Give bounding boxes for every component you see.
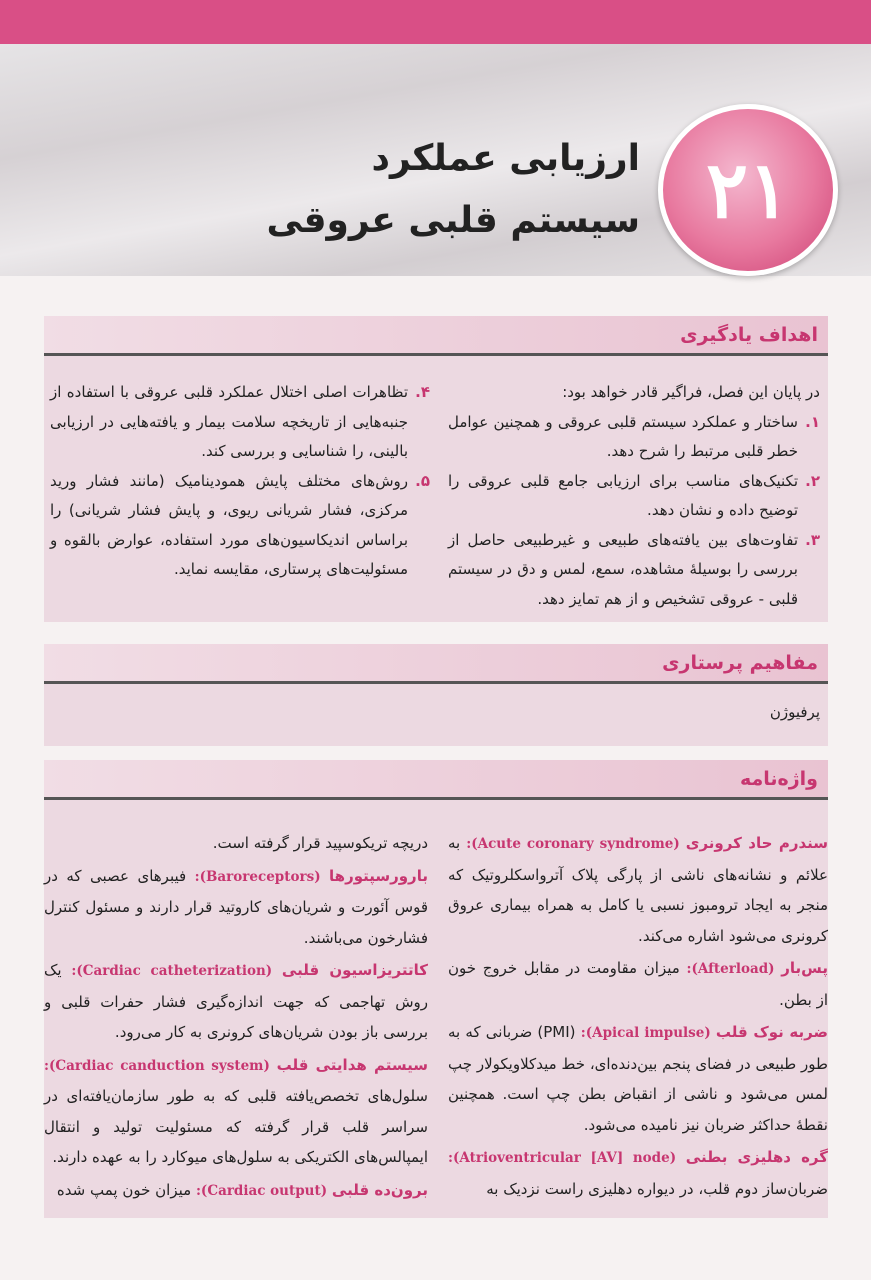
objective-number: ۳. bbox=[805, 530, 820, 549]
concepts-heading-bar bbox=[44, 644, 828, 684]
glossary-term: بارورسپتورها bbox=[329, 866, 428, 885]
chapter-title bbox=[266, 128, 640, 252]
glossary-term: کاتتریزاسیون قلبی bbox=[281, 961, 428, 979]
glossary-entry bbox=[44, 861, 428, 954]
objective-number: ۲. bbox=[805, 471, 820, 490]
glossary-term: سندرم حاد کرونری bbox=[685, 834, 828, 852]
glossary-definition: یک روش تهاجمی که جهت اندازه‌گیری فشار حفرات قلبی و بررسی باز بودن شریان‌های کرونری به کار می‌رود. bbox=[44, 961, 428, 1041]
glossary-left-column bbox=[44, 828, 428, 1208]
glossary-definition: میزان خون پمپ شده bbox=[56, 1180, 192, 1199]
objective-text: تکنیک‌های مناسب برای ارزیابی جامع قلبی عروقی را توضیح داده و نشان دهد. bbox=[448, 471, 798, 519]
glossary-term-english: (Baroreceptors): bbox=[194, 868, 321, 885]
objectives-panel bbox=[44, 356, 828, 622]
glossary-heading: واژه‌نامه bbox=[739, 767, 818, 790]
objectives-heading: اهداف یادگیری bbox=[680, 323, 818, 346]
chapter-title-line2: سیستم قلبی عروقی bbox=[266, 200, 640, 241]
objectives-right-column bbox=[448, 378, 820, 614]
glossary-definition: دریچه تریکوسپید قرار گرفته است. bbox=[212, 834, 428, 852]
glossary-entry bbox=[448, 828, 828, 951]
glossary-term-english: (Atrioventricular [AV] node): bbox=[448, 1150, 677, 1166]
objective-text: تظاهرات اصلی اختلال عملکرد قلبی عروقی با استفاده از جنبه‌هایی از تاریخچه سلامت بیمار و یافته‌هایی در ارزیابی بالینی، را شناسایی و بررسی کند. bbox=[50, 383, 408, 460]
glossary-definition: فیبرهای عصبی که در قوس آئورت و شریان‌های کاروتید قرار دارند و مسئول کنترل فشارخون می‌باشند. bbox=[44, 866, 428, 947]
glossary-definition: (PMI) ضربانی که به طور طبیعی در فضای پنجم بین‌دنده‌ای، خط میدکلاویکولار چپ لمس می‌شود و ناشی از انقباض بطن چپ است. همچنین نقطهٔ حداکثر ضربان نیز نامیده می‌شود. bbox=[448, 1023, 828, 1134]
concepts-list bbox=[448, 698, 820, 728]
glossary-term: برون‌ده قلبی bbox=[331, 1180, 428, 1199]
glossary-term-english: (Cardiac output): bbox=[195, 1182, 328, 1199]
glossary-term: پس‌بار bbox=[781, 959, 828, 977]
objective-item bbox=[50, 378, 430, 467]
glossary-entry bbox=[44, 955, 428, 1048]
chapter-number: ۲۱ bbox=[706, 144, 790, 236]
concepts-panel bbox=[44, 684, 828, 746]
objective-number: ۱. bbox=[805, 412, 820, 431]
objective-text: تفاوت‌های بین یافته‌های طبیعی و غیرطبیعی حاصل از بررسی را بوسیلهٔ مشاهده، سمع، لمس و دق در سیستم قلبی - عروقی تشخیص و از هم تمایز دهد. bbox=[448, 530, 798, 608]
objective-item bbox=[448, 408, 820, 467]
glossary-term: ضربه نوک قلب bbox=[715, 1023, 828, 1041]
glossary-definition: سلول‌های تخصص‌یافته قلبی که به طور سازمان‌یافته‌ای در سراسر قلب قرار گرفته که مسئولیت تولید و انتقال ایمپالس‌های الکتریکی به سلول‌های میوکارد را به عهده دارند. bbox=[44, 1087, 428, 1166]
glossary-heading-bar bbox=[44, 760, 828, 800]
objective-text: ساختار و عملکرد سیستم قلبی عروقی و همچنین عوامل خطر قلبی مرتبط را شرح دهد. bbox=[448, 412, 798, 460]
concepts-heading: مفاهیم پرستاری bbox=[662, 651, 818, 674]
glossary-entry bbox=[44, 1175, 428, 1207]
concept-item: پرفیوژن bbox=[769, 703, 820, 721]
glossary-term-english: (Acute coronary syndrome): bbox=[466, 836, 680, 852]
glossary-entry bbox=[44, 1050, 428, 1173]
glossary-term-english: (Apical impulse): bbox=[580, 1025, 711, 1041]
chapter-title-line1: ارزیابی عملکرد bbox=[371, 138, 640, 179]
glossary-term-english: (Afterload): bbox=[686, 961, 775, 977]
objective-text: روش‌های مختلف پایش همودینامیک (مانند فشار ورید مرکزی، فشار شریانی ریوی، و پایش فشار شریانی) را براساس اندیکاسیون‌های مورد استفاده، عوارض بالقوه و مسئولیت‌های پرستاری، مقایسه نماید. bbox=[50, 471, 408, 578]
top-color-band bbox=[0, 0, 871, 44]
glossary-term-english: (Cardiac canduction system): bbox=[44, 1057, 270, 1074]
objective-item bbox=[50, 467, 430, 585]
glossary-entry bbox=[44, 828, 428, 859]
objective-item bbox=[448, 526, 820, 615]
objectives-left-column bbox=[50, 378, 430, 585]
glossary-term: گره دهلیزی بطنی bbox=[685, 1148, 828, 1166]
glossary-entry bbox=[448, 1017, 828, 1140]
glossary-right-column bbox=[448, 828, 828, 1206]
glossary-definition: به علائم و نشانه‌های ناشی از پارگی پلاک آترواسکلروتیک که منجر به ایجاد ترومبوز نسبی یا کامل به همراه بیماری عروق کرونری می‌شود اشاره می‌کند. bbox=[448, 834, 828, 945]
objectives-intro: در پایان این فصل، فراگیر قادر خواهد بود: bbox=[562, 383, 820, 401]
glossary-entry bbox=[448, 953, 828, 1015]
objective-number: ۴. bbox=[415, 383, 430, 401]
glossary-term-english: (Cardiac catheterization): bbox=[71, 963, 273, 979]
objective-item bbox=[448, 467, 820, 526]
chapter-number-badge bbox=[658, 104, 838, 276]
glossary-entry bbox=[448, 1142, 828, 1204]
objective-number: ۵. bbox=[415, 471, 430, 490]
glossary-term: سیستم هدایتی قلب bbox=[276, 1055, 428, 1074]
objectives-heading-bar bbox=[44, 316, 828, 356]
glossary-definition: ضربان‌ساز دوم قلب، در دیواره دهلیزی راست نزدیک به bbox=[486, 1179, 828, 1198]
glossary-definition: میزان مقاومت در مقابل خروج خون از بطن. bbox=[448, 959, 828, 1009]
